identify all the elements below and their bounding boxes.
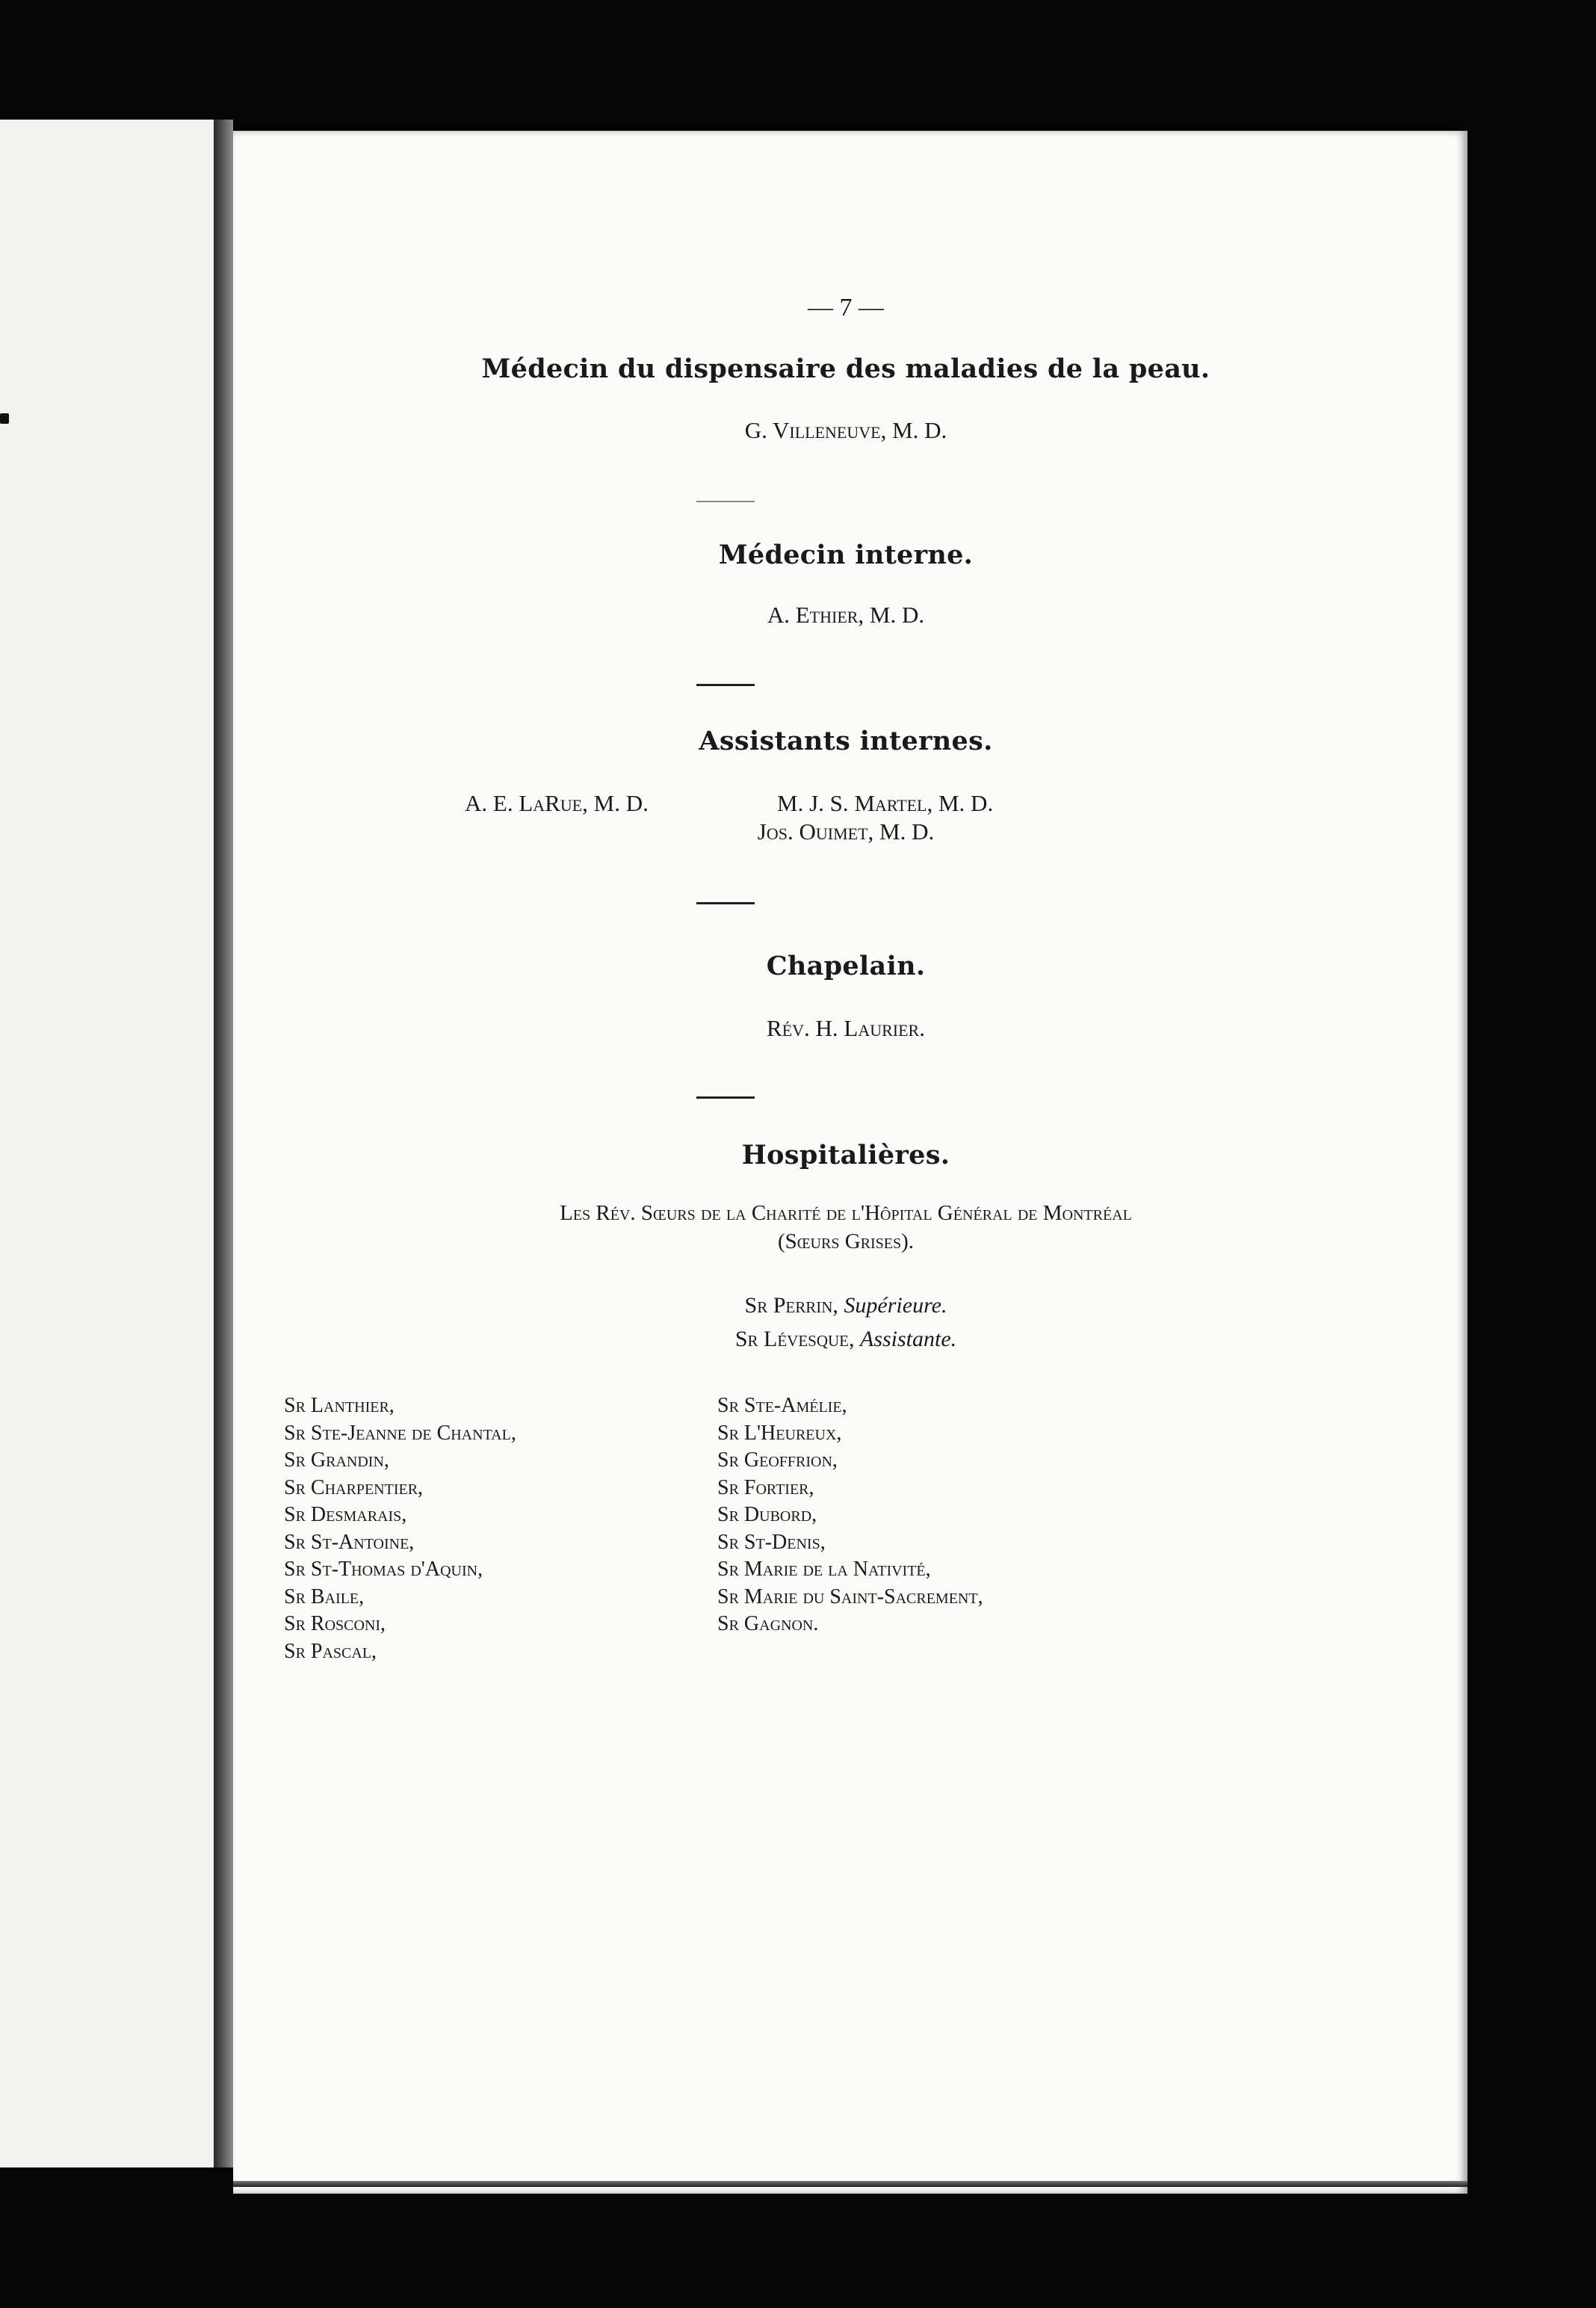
- list-item: Sr Ste-Jeanne de Chantal,: [284, 1421, 516, 1445]
- superior-line: [360, 1293, 1331, 1318]
- list-item: Sr Grandin,: [284, 1448, 389, 1472]
- list-item: Sr Gagnon.: [717, 1612, 819, 1635]
- list-item: Sr Baile,: [284, 1585, 365, 1608]
- separator-rule: [696, 902, 755, 904]
- list-item: Sr Lanthier,: [284, 1394, 395, 1417]
- physician-name: A. Ethier, M. D.: [767, 602, 925, 628]
- page-number: — 7 —: [808, 294, 884, 321]
- list-item: Sr St-Antoine,: [284, 1530, 415, 1554]
- list-item: Sr Ste-Amélie,: [717, 1394, 847, 1417]
- separator-rule: [696, 1096, 755, 1099]
- order-description-cont: (Sœurs Grises).: [777, 1229, 915, 1253]
- list-item: Sr Marie du Saint-Sacrement,: [717, 1585, 983, 1608]
- book-binding: [214, 120, 233, 2167]
- list-item: Sr Rosconi,: [284, 1612, 386, 1635]
- section-title-skin-dispensary: Médecin du dispensaire des maladies de la peau.: [481, 354, 1210, 384]
- list-item: Sr Desmarais,: [284, 1503, 407, 1526]
- list-item: Sr Geoffrion,: [717, 1448, 838, 1472]
- assistant-name: Jos. Ouimet, M. D.: [757, 818, 935, 845]
- section-title-internal-physician: Médecin interne.: [718, 540, 974, 570]
- order-description: Les Rév. Sœurs de la Charité de l'Hôpital Général de Montréal: [560, 1201, 1132, 1225]
- list-item: Sr Pascal,: [284, 1639, 377, 1663]
- sisters-list-right: [717, 1392, 983, 1638]
- page-bottom-edge: [233, 2181, 1467, 2187]
- physician-name: G. Villeneuve, M. D.: [744, 417, 947, 443]
- section-title-chaplain: Chapelain.: [766, 951, 926, 981]
- assistant-name: M. J. S. Martel, M. D.: [777, 790, 994, 816]
- list-item: Sr St-Denis,: [717, 1530, 826, 1554]
- separator-rule: [696, 684, 755, 686]
- separator-rule: [696, 501, 755, 502]
- chaplain-name: Rév. H. Laurier.: [767, 1015, 925, 1041]
- sisters-list-left: [284, 1392, 516, 1665]
- superior-role: Supérieure.: [844, 1293, 947, 1318]
- superior-name: Sr Perrin,: [744, 1293, 838, 1318]
- assistant-name: A. E. LaRue, M. D.: [465, 790, 649, 816]
- list-item: Sr L'Heureux,: [717, 1421, 842, 1445]
- list-item: Sr Fortier,: [717, 1475, 814, 1499]
- left-page-edge: [0, 120, 214, 2167]
- list-item: Sr Charpentier,: [284, 1475, 424, 1499]
- list-item: Sr Dubord,: [717, 1503, 817, 1526]
- assistant-superior-role: Assistante.: [860, 1327, 957, 1351]
- document-page: [233, 131, 1467, 2194]
- list-item: Sr Marie de la Nativité,: [717, 1558, 931, 1581]
- section-title-assistants: Assistants internes.: [699, 726, 993, 756]
- assistant-superior-name: Sr Lévesque,: [734, 1327, 855, 1351]
- list-item: Sr St-Thomas d'Aquin,: [284, 1558, 483, 1581]
- left-page-mark: [0, 413, 9, 424]
- section-title-hospitallers: Hospitalières.: [741, 1140, 950, 1170]
- assistant-superior-line: [360, 1327, 1331, 1352]
